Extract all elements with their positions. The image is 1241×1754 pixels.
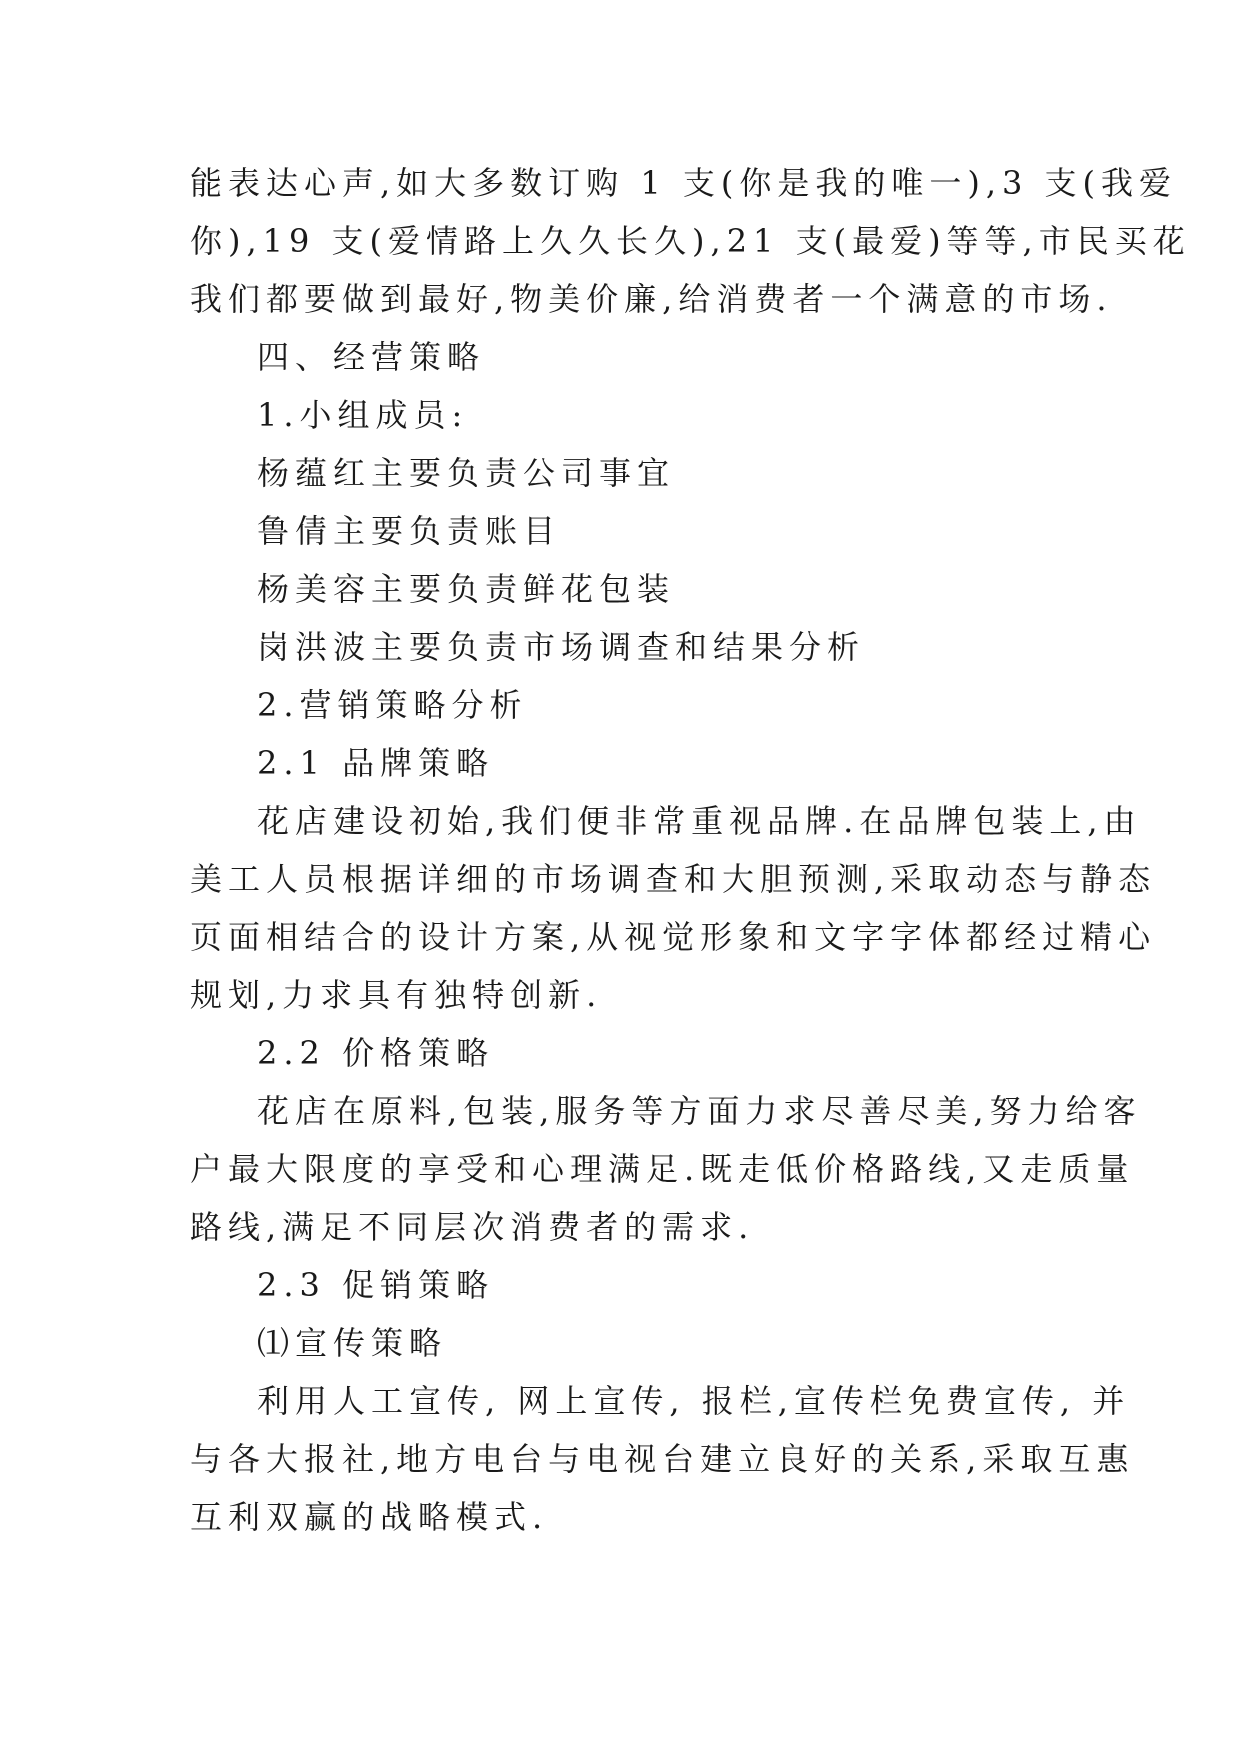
body-text-line: 路线,满足不同层次消费者的需求. xyxy=(190,1208,755,1246)
body-text-line: 花店在原料,包装,服务等方面力求尽善尽美,努力给客 xyxy=(257,1092,1142,1130)
body-text-line: 美工人员根据详细的市场调查和大胆预测,采取动态与静态 xyxy=(190,860,1157,898)
body-text-line: 利用人工宣传, 网上宣传, 报栏,宣传栏免费宣传, 并 xyxy=(257,1382,1131,1420)
subsection-heading: 2.营销策略分析 xyxy=(257,686,528,724)
body-text-line: 页面相结合的设计方案,从视觉形象和文字字体都经过精心 xyxy=(190,918,1157,956)
member-item: 鲁倩主要负责账目 xyxy=(257,512,562,550)
member-item: 杨美容主要负责鲜花包装 xyxy=(257,570,676,608)
subsection-heading: ⑴宣传策略 xyxy=(257,1324,448,1362)
subsection-heading: 1.小组成员: xyxy=(257,396,469,434)
body-text-line: 花店建设初始,我们便非常重视品牌.在品牌包装上,由 xyxy=(257,802,1142,840)
subsection-heading: 2.1 品牌策略 xyxy=(257,744,495,782)
body-text-line: 我们都要做到最好,物美价廉,给消费者一个满意的市场. xyxy=(190,280,1113,318)
body-text-line: 户最大限度的享受和心理满足.既走低价格路线,又走质量 xyxy=(190,1150,1135,1188)
body-text-line: 能表达心声,如大多数订购 1 支(你是我的唯一),3 支(我爱 xyxy=(190,164,1178,202)
body-text-line: 规划,力求具有独特创新. xyxy=(190,976,603,1014)
member-item: 岗洪波主要负责市场调查和结果分析 xyxy=(257,628,866,666)
subsection-heading: 2.2 价格策略 xyxy=(257,1034,495,1072)
member-item: 杨蕴红主要负责公司事宜 xyxy=(257,454,676,492)
body-text-line: 与各大报社,地方电台与电视台建立良好的关系,采取互惠 xyxy=(190,1440,1135,1478)
section-heading: 四、经营策略 xyxy=(257,338,486,376)
body-text-line: 互利双赢的战略模式. xyxy=(190,1498,549,1536)
subsection-heading: 2.3 促销策略 xyxy=(257,1266,495,1304)
body-text-line: 你),19 支(爱情路上久久长久),21 支(最爱)等等,市民买花 xyxy=(190,222,1191,260)
